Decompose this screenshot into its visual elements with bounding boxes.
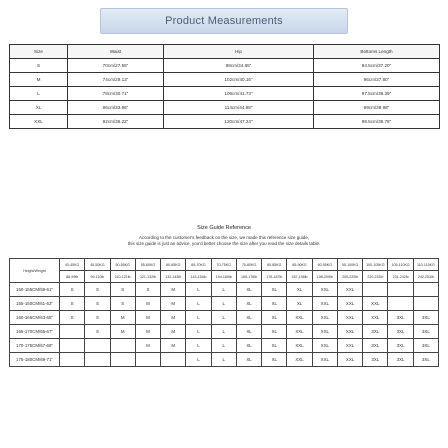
weight-kg-cell: 90-95KG — [312, 259, 337, 271]
size-cell: XXL — [312, 353, 337, 367]
table-cell: 98.5cm/38.78" — [314, 115, 440, 129]
size-cell: XXL — [312, 311, 337, 325]
weight-lb-cell: 143-154lb — [186, 271, 211, 283]
table-row — [10, 339, 439, 353]
height-cell: 165-170CM/65-67" — [10, 325, 60, 339]
size-cell: XXL — [337, 353, 362, 367]
size-cell: 3XL — [413, 353, 438, 367]
size-cell: S — [85, 325, 110, 339]
table-row — [10, 283, 439, 297]
size-cell: L — [211, 353, 236, 367]
size-cell: 3XL — [388, 325, 413, 339]
size-cell: S — [135, 283, 160, 297]
size-cell — [413, 283, 438, 297]
table-cell: 106cm/41.73" — [164, 87, 314, 101]
table-cell: 88cm/34.65" — [164, 59, 314, 73]
weight-kg-cell: 105-110KG — [388, 259, 413, 271]
weight-kg-cell: 110-115KG — [413, 259, 438, 271]
size-cell: 3XL — [363, 353, 388, 367]
size-cell: M — [135, 339, 160, 353]
size-cell: XXL — [337, 311, 362, 325]
size-cell — [110, 339, 135, 353]
weight-lb-cell: 198-209lb — [312, 271, 337, 283]
size-cell: M — [161, 283, 186, 297]
size-table-header — [10, 45, 440, 59]
size-cell — [85, 353, 110, 367]
weight-lb-cell: 110-121lb — [110, 271, 135, 283]
size-measurement-table — [9, 44, 440, 129]
table-cell: L — [10, 87, 68, 101]
size-cell: XXL — [337, 339, 362, 353]
height-cell: 175-180CM/69-71" — [10, 353, 60, 367]
size-cell: XXL — [363, 297, 388, 311]
size-cell: 3XL — [388, 353, 413, 367]
size-cell: M — [135, 311, 160, 325]
height-cell: 160-165CM/63-65" — [10, 311, 60, 325]
size-cell: L — [211, 311, 236, 325]
weight-kg-cell: 50-55KG — [110, 259, 135, 271]
size-cell: M — [161, 325, 186, 339]
weight-lb-cell: 176-187lb — [262, 271, 287, 283]
size-cell: S — [110, 297, 135, 311]
size-cell: M — [161, 339, 186, 353]
height-cell: 150-155CM/59-61" — [10, 283, 60, 297]
size-cell: XL — [262, 283, 287, 297]
size-cell: XXL — [312, 283, 337, 297]
table-row — [10, 311, 439, 325]
size-cell — [60, 339, 85, 353]
size-cell: S — [60, 297, 85, 311]
size-cell: XXL — [287, 339, 312, 353]
size-cell: XL — [236, 283, 261, 297]
size-cell: XXL — [337, 283, 362, 297]
guide-line: this size guide is just an advice, you'd better choose the size after you read the size details table. — [127, 241, 321, 246]
table-cell: 78cm/30.71" — [68, 87, 164, 101]
table-row — [10, 325, 439, 339]
weight-kg-cell: 45-50KG — [85, 259, 110, 271]
size-cell: L — [186, 297, 211, 311]
size-cell: 3XL — [388, 339, 413, 353]
size-cell: L — [186, 353, 211, 367]
size-cell: M — [135, 325, 160, 339]
size-cell — [85, 339, 110, 353]
table-row — [10, 87, 440, 101]
size-cell: 3XL — [363, 339, 388, 353]
size-cell: XXL — [312, 297, 337, 311]
size-cell — [161, 353, 186, 367]
weight-kg-cell: 100-105KG — [363, 259, 388, 271]
size-cell: M — [161, 311, 186, 325]
table-cell: 99cm/38.98" — [314, 101, 440, 115]
size-cell: S — [60, 311, 85, 325]
weight-kg-cell: 85-90KG — [287, 259, 312, 271]
size-cell: XL — [262, 353, 287, 367]
table-cell: 70cm/27.56" — [68, 59, 164, 73]
table-cell: 86cm/33.86" — [68, 101, 164, 115]
size-cell — [110, 353, 135, 367]
size-cell: S — [85, 297, 110, 311]
size-cell: XL — [287, 297, 312, 311]
weight-lb-cell: 231-242lb — [388, 271, 413, 283]
size-cell: L — [211, 283, 236, 297]
weight-lb-row — [10, 271, 439, 283]
table-row — [10, 115, 440, 129]
banner-title: Product Measurements — [165, 15, 283, 27]
size-cell: XL — [262, 339, 287, 353]
size-cell: XL — [236, 339, 261, 353]
size-cell: XXL — [287, 325, 312, 339]
table-cell: XXL — [10, 115, 68, 129]
size-cell: XXL — [312, 339, 337, 353]
table-cell: S — [10, 59, 68, 73]
product-measurements-banner — [100, 8, 348, 34]
size-cell — [60, 353, 85, 367]
size-cell: XL — [262, 297, 287, 311]
size-cell — [363, 283, 388, 297]
size-cell: XL — [262, 325, 287, 339]
table-row — [10, 353, 439, 367]
weight-lb-cell: 220-231lb — [363, 271, 388, 283]
size-cell: 3XL — [413, 325, 438, 339]
weight-kg-cell: 65-70KG — [186, 259, 211, 271]
height-cell: 170-175CM/67-69" — [10, 339, 60, 353]
size-cell: XXL — [337, 325, 362, 339]
size-cell: 3XL — [413, 339, 438, 353]
size-cell — [60, 325, 85, 339]
size-cell: L — [186, 283, 211, 297]
size-cell: L — [211, 339, 236, 353]
table-cell: 74cm/29.13" — [68, 73, 164, 87]
weight-kg-cell: 40-45KG — [60, 259, 85, 271]
table-cell: 120cm/47.24" — [164, 115, 314, 129]
size-cell: S — [85, 283, 110, 297]
height-cell: 155-160CM/61-63" — [10, 297, 60, 311]
table-row — [10, 73, 440, 87]
table-cell: 97.5cm/38.39" — [314, 87, 440, 101]
weight-lb-cell: 121-132lb — [135, 271, 160, 283]
table-cell: 102cm/40.16" — [164, 73, 314, 87]
weight-kg-row — [10, 259, 439, 271]
size-cell: XXL — [287, 353, 312, 367]
table-cell: 94.5cm/37.20" — [314, 59, 440, 73]
size-cell: XL — [236, 353, 261, 367]
waist-header: Waist — [68, 45, 164, 59]
size-cell: S — [85, 311, 110, 325]
size-cell: XXL — [363, 311, 388, 325]
weight-lb-cell: 154-165lb — [211, 271, 236, 283]
size-cell: M — [135, 297, 160, 311]
size-cell: XL — [236, 325, 261, 339]
guide-line: According to the customer's feedback on the size, we made this reference size guide, — [139, 235, 309, 240]
size-cell: L — [211, 297, 236, 311]
size-cell: L — [186, 325, 211, 339]
size-cell: L — [211, 325, 236, 339]
guide-title: Size Guide Reference — [197, 225, 251, 231]
table-cell: XL — [10, 101, 68, 115]
size-cell: 3XL — [363, 325, 388, 339]
table-row — [10, 59, 440, 73]
bottoms-length-header: Bottoms Length — [314, 45, 440, 59]
weight-kg-cell: 60-65KG — [161, 259, 186, 271]
size-cell: 3XL — [413, 311, 438, 325]
size-cell: XXL — [312, 325, 337, 339]
weight-kg-cell: 55-60KG — [135, 259, 160, 271]
weight-lb-cell: 165-176lb — [236, 271, 261, 283]
size-guide-reference — [0, 225, 448, 247]
size-cell: M — [110, 311, 135, 325]
size-cell — [135, 353, 160, 367]
weight-kg-cell: 75-80KG — [236, 259, 261, 271]
size-cell: XXL — [337, 297, 362, 311]
size-cell: M — [110, 325, 135, 339]
size-cell: S — [110, 283, 135, 297]
size-cell: XL — [236, 297, 261, 311]
size-cell: 3XL — [388, 311, 413, 325]
weight-lb-cell: 132-143lb — [161, 271, 186, 283]
weight-lb-cell: 242-253lb — [413, 271, 438, 283]
size-cell: XL — [262, 311, 287, 325]
size-cell: L — [186, 339, 211, 353]
weight-kg-cell: 80-85KG — [262, 259, 287, 271]
weight-kg-cell: 70-75KG — [211, 259, 236, 271]
table-row — [10, 297, 439, 311]
weight-lb-cell: 99-110lb — [85, 271, 110, 283]
weight-lb-cell: 88-99lb — [60, 271, 85, 283]
size-cell: L — [186, 311, 211, 325]
size-cell: XL — [287, 283, 312, 297]
height-weight-reference-table — [9, 258, 439, 367]
size-cell: M — [161, 297, 186, 311]
table-cell: M — [10, 73, 68, 87]
table-cell: 96cm/37.80" — [314, 73, 440, 87]
table-cell: 92cm/36.22" — [68, 115, 164, 129]
size-cell — [388, 283, 413, 297]
size-cell: S — [60, 283, 85, 297]
table-cell: 114cm/44.88" — [164, 101, 314, 115]
size-cell — [413, 297, 438, 311]
height-weight-label: Height/Weight — [10, 259, 60, 283]
weight-kg-cell: 95-100KG — [337, 259, 362, 271]
size-header: Size — [10, 45, 68, 59]
hip-header: Hip — [164, 45, 314, 59]
table-row — [10, 101, 440, 115]
size-cell: XXL — [287, 311, 312, 325]
size-cell: XL — [236, 311, 261, 325]
weight-lb-cell: 187-198lb — [287, 271, 312, 283]
size-cell — [388, 297, 413, 311]
weight-lb-cell: 209-220lb — [337, 271, 362, 283]
